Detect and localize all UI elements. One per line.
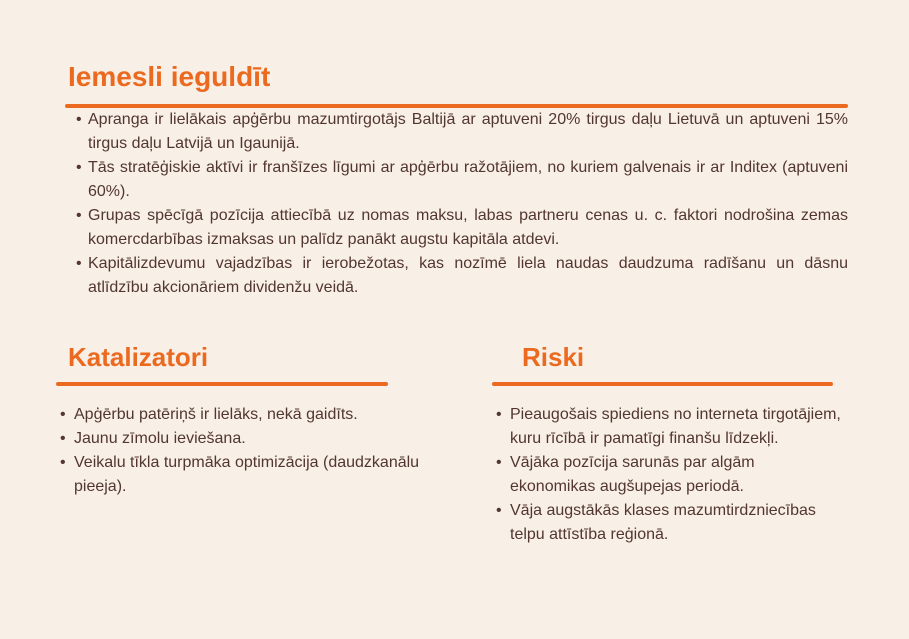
risks-list bbox=[492, 403, 842, 547]
list-item: • Vāja augstākās klases mazumtirdzniecības telpu attīstība reģionā. bbox=[492, 499, 842, 547]
section-reasons bbox=[65, 60, 848, 300]
reasons-list bbox=[65, 108, 848, 300]
list-item: • Veikalu tīkla turpmāka optimizācija (daudzkanālu pieeja). bbox=[56, 451, 448, 499]
list-item: • Tās stratēģiskie aktīvi ir franšīzes līgumi ar apģērbu ražotājiem, no kuriem galvenais ir ar Inditex (aptuveni 60%). bbox=[65, 156, 848, 204]
catalysts-list bbox=[56, 403, 448, 499]
section-risks-title: Riski bbox=[522, 342, 585, 372]
list-item: • Apranga ir lielākais apģērbu mazumtirgotājs Baltijā ar aptuveni 20% tirgus daļu Lietuvā un aptuveni 15% tirgus daļu Latvijā un Igaunijā. bbox=[65, 108, 848, 156]
list-item: • Vājāka pozīcija sarunās par algām ekonomikas augšupejas periodā. bbox=[492, 451, 842, 499]
section-risks bbox=[492, 341, 841, 547]
section-catalysts-title: Katalizatori bbox=[68, 342, 209, 372]
list-item: • Jaunu zīmolu ieviešana. bbox=[56, 427, 448, 451]
list-item: • Kapitālizdevumu vajadzības ir ierobežotas, kas nozīmē liela naudas daudzuma radīšanu un dāsnu atlīdzību akcionāriem dividenžu veidā. bbox=[65, 252, 848, 300]
list-item: • Grupas spēcīgā pozīcija attiecībā uz nomas maksu, labas partneru cenas u. c. faktori nodrošina zemas komercdarbības izmaksas un palīdz panākt augstu kapitāla atdevi. bbox=[65, 204, 848, 252]
section-catalysts-underline bbox=[56, 382, 388, 386]
section-reasons-title: Iemesli ieguldīt bbox=[68, 61, 271, 92]
list-item: • Pieaugošais spiediens no interneta tirgotājiem, kuru rīcībā ir pamatīgi finanšu līdzekļi. bbox=[492, 403, 842, 451]
section-catalysts bbox=[56, 341, 420, 499]
list-item: • Apģērbu patēriņš ir lielāks, nekā gaidīts. bbox=[56, 403, 448, 427]
section-risks-underline bbox=[492, 382, 833, 386]
